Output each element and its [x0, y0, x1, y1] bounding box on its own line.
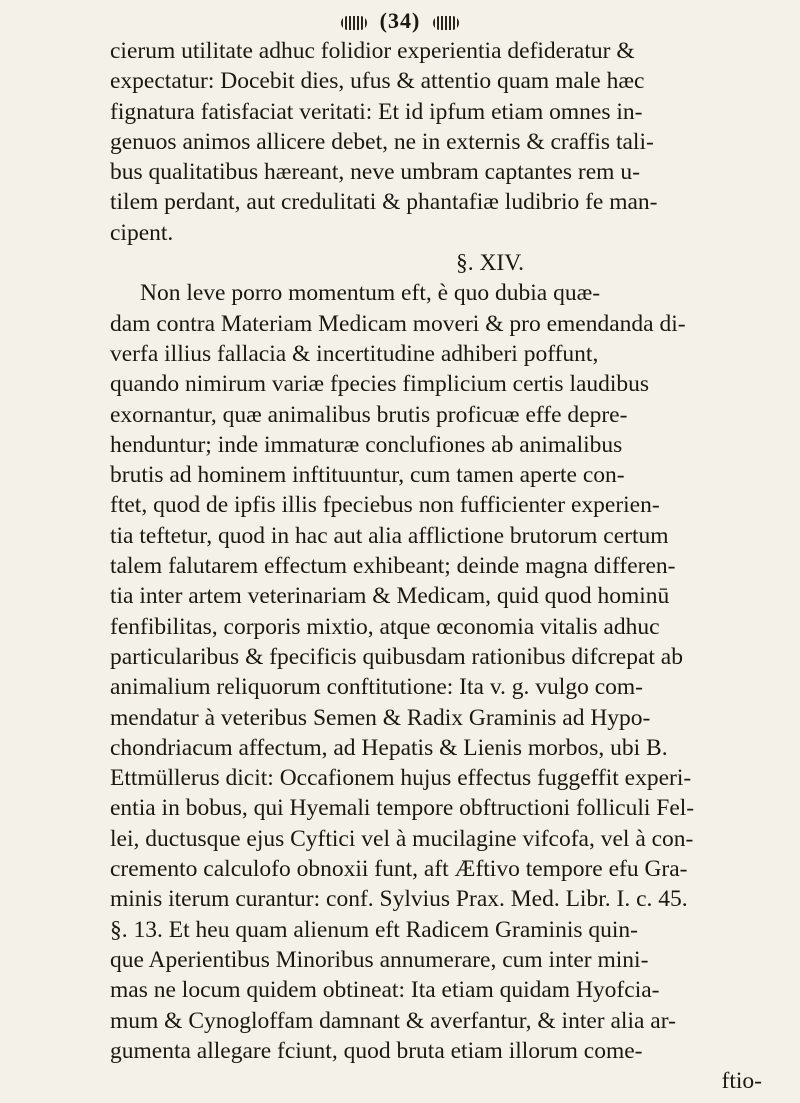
text-line: que Aperientibus Minoribus annumerare, cum inter mini-	[110, 946, 649, 973]
ornament-left-icon	[341, 16, 367, 30]
text-line: entia in bobus, qui Hyemali tempore obftructioni folliculi Fel-	[110, 795, 695, 822]
text-line: chondriacum affectum, ad Hepatis & Lienis morbos, ubi B.	[110, 734, 668, 761]
text-line: quando nimirum variæ fpecies fimplicium certis laudibus	[110, 371, 650, 398]
text-body	[110, 36, 790, 1096]
text-line: talem falutarem effectum exhibeant; deinde magna differen-	[110, 553, 676, 580]
text-line: fignatura fatisfaciat veritati: Et id ipfum etiam omnes in-	[110, 98, 643, 125]
text-line: henduntur; inde immaturæ conclufiones ab animalibus	[110, 431, 623, 458]
section-heading: §. XIV.	[455, 250, 525, 277]
text-line: cipent.	[110, 219, 174, 246]
text-line: exornantur, quæ animalibus brutis proficuæ effe depre-	[110, 401, 628, 428]
text-line: animalium reliquorum conftitutione: Ita v. g. vulgo com-	[110, 674, 643, 701]
ornament-right-icon	[433, 16, 459, 30]
text-line: §. 13. Et heu quam alienum eft Radicem Graminis quin-	[110, 916, 638, 943]
text-line: mum & Cynogloffam damnant & averfantur, & inter alia ar-	[110, 1007, 676, 1034]
page-header	[0, 8, 800, 34]
text-line: minis iterum curantur: conf. Sylvius Prax. Med. Libr. I. c. 45.	[110, 886, 688, 913]
text-line: mas ne locum quidem obtineat: Ita etiam quidam Hyofcia-	[110, 977, 660, 1004]
text-line: Non leve porro momentum eft, è quo dubia quæ-	[140, 280, 601, 307]
text-line: mendatur à veteribus Semen & Radix Graminis ad Hypo-	[110, 704, 651, 731]
catchword: ftio-	[721, 1068, 762, 1095]
text-line: cremento calculofo obnoxii funt, aft Æftivo tempore efu Gra-	[110, 856, 688, 883]
text-line: tia inter artem veterinariam & Medicam, quid quod hominū	[110, 583, 670, 610]
text-line: dam contra Materiam Medicam moveri & pro emendanda di-	[110, 310, 686, 337]
text-line: verfa illius fallacia & incertitudine adhiberi poffunt,	[110, 340, 599, 367]
text-line: bus qualitatibus hæreant, neve umbram captantes rem u-	[110, 159, 640, 186]
text-line: lei, ductusque ejus Cyftici vel à mucilagine vifcofa, vel à con-	[110, 825, 694, 852]
text-line: genuos animos allicere debet, ne in externis & craffis tali-	[110, 128, 654, 155]
text-line: tia teftetur, quod in hac aut alia afflictione brutorum certum	[110, 522, 669, 549]
text-line: fenfibilitas, corporis mixtio, atque œconomia vitalis adhuc	[110, 613, 660, 640]
text-line: particularibus & fpecificis quibusdam rationibus difcrepat ab	[110, 643, 683, 670]
text-line: tilem perdant, aut credulitati & phantafiæ ludibrio fe man-	[110, 189, 658, 216]
text-line: cierum utilitate adhuc folidior experientia defideratur &	[110, 38, 635, 64]
text-line: expectatur: Docebit dies, ufus & attentio quam male hæc	[110, 68, 645, 95]
page-number: (34)	[379, 8, 421, 33]
text-line: Ettmüllerus dicit: Occafionem hujus effectus fuggeffit experi-	[110, 765, 692, 792]
text-line: ftet, quod de ipfis illis fpeciebus non fufficienter experien-	[110, 492, 660, 519]
text-line: brutis ad hominem inftituuntur, cum tamen aperte con-	[110, 462, 625, 489]
text-line: gumenta allegare fciunt, quod bruta etiam illorum come-	[110, 1037, 643, 1064]
